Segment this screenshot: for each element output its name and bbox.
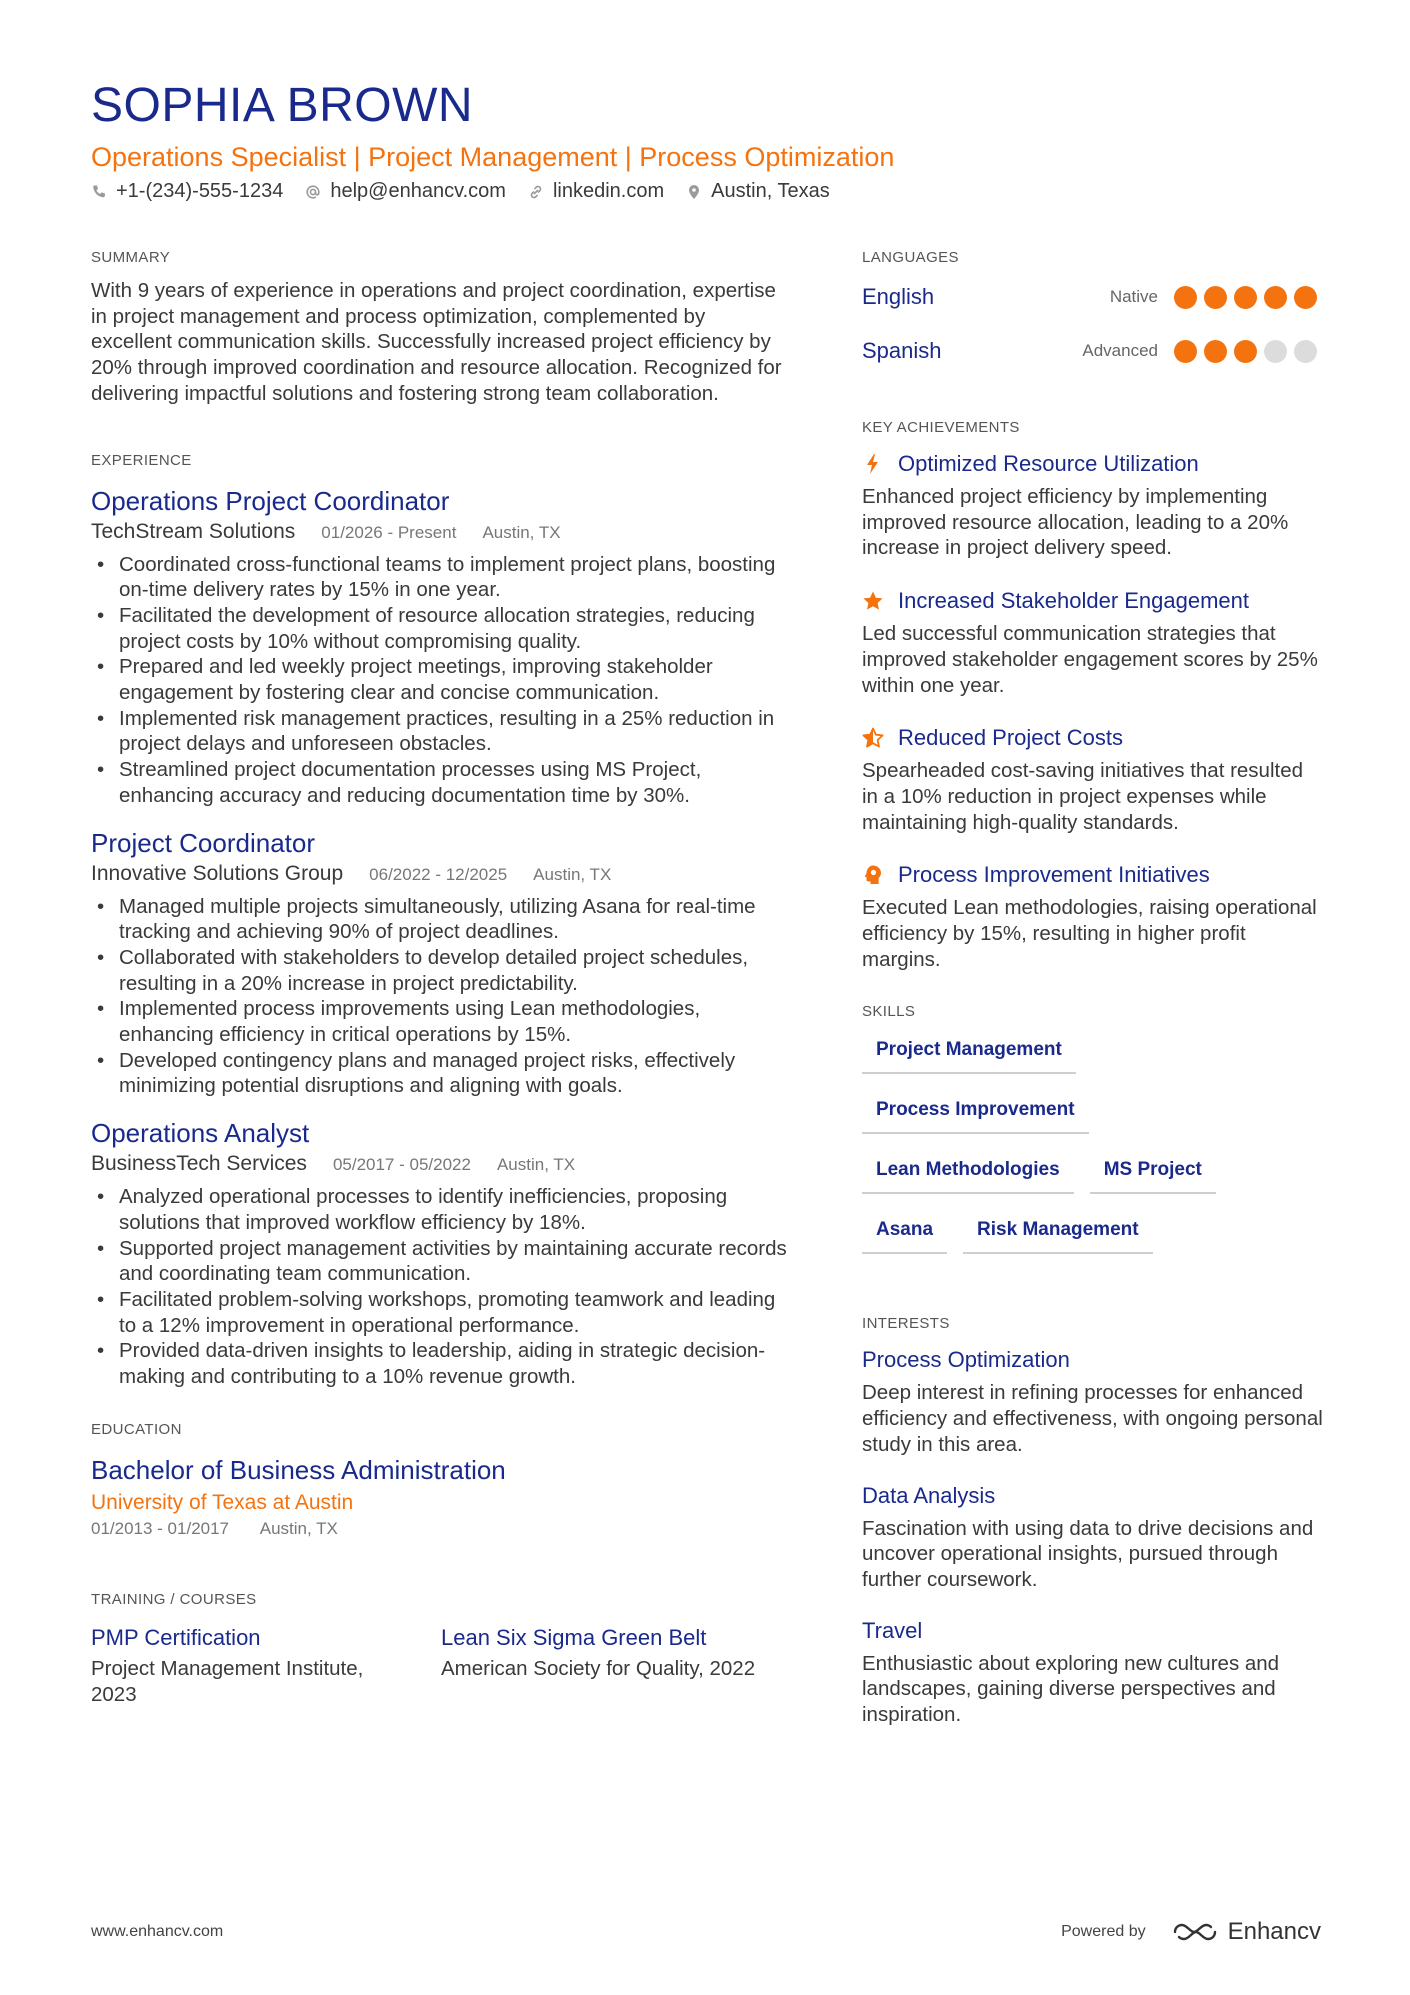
contact-linkedin[interactable]	[528, 180, 664, 203]
job-bullet: • Facilitated the development of resource allocation strategies, reducing project costs by 10% without compromising quality.	[91, 603, 791, 654]
achievement-head	[862, 450, 1324, 478]
right-column	[862, 248, 1324, 1752]
job-meta	[91, 519, 791, 546]
interest-desc: Fascination with using data to drive decisions and uncover operational insights, pursued through further coursework.	[862, 1516, 1314, 1591]
summary-section	[91, 248, 791, 407]
contact-location-text: Austin, Texas	[711, 180, 830, 202]
training-section	[91, 1590, 791, 1707]
lightning-icon	[862, 453, 884, 475]
resume-header	[91, 78, 1321, 203]
rating-dot-empty	[1264, 340, 1287, 363]
training-heading: TRAINING / COURSES	[91, 1590, 257, 1608]
skill-tag: Project Management	[862, 1030, 1076, 1074]
phone-icon	[91, 184, 107, 200]
link-icon	[528, 184, 544, 200]
summary-text: With 9 years of experience in operations and project coordination, expertise in project management and process optimization, complemented by excellent communication skills. Successfully increased project efficiency by 20% through improved coordination and resource allocation. Recognized for delivering impactful solutions and fostering strong team collaboration.	[91, 279, 782, 405]
job-meta	[91, 861, 791, 888]
job-title: Operations Project Coordinator	[91, 485, 450, 516]
language-rating	[1174, 286, 1324, 309]
job-bullet: • Collaborated with stakeholders to develop detailed project schedules, resulting in a 20% increase in project predictability.	[91, 945, 791, 996]
contact-phone[interactable]	[91, 180, 283, 203]
skill-tag: Lean Methodologies	[862, 1150, 1074, 1194]
achievements-section	[862, 418, 1324, 972]
education-degree: Bachelor of Business Administration	[91, 1454, 506, 1485]
education-location: Austin, TX	[259, 1518, 338, 1538]
achievement-title: Increased Stakeholder Engagement	[898, 588, 1250, 614]
job-bullets	[91, 1184, 791, 1390]
brain-head-icon	[862, 864, 884, 886]
job-date: 06/2022 - 12/2025	[369, 864, 508, 884]
achievement-title: Optimized Resource Utilization	[898, 451, 1199, 476]
job-bullet: • Supported project management activities by maintaining accurate records and coordinating team communication.	[91, 1236, 791, 1287]
languages-section	[862, 248, 1324, 378]
job-location: Austin, TX	[482, 522, 561, 542]
course-desc: Project Management Institute, 2023	[91, 1656, 364, 1706]
interests-section	[862, 1314, 1324, 1727]
contact-email-text: help@enhancv.com	[330, 180, 506, 202]
achievement-desc: Led successful communication strategies that improved stakeholder engagement scores by 25% within one year.	[862, 622, 1318, 697]
job-bullet: • Developed contingency plans and managed project risks, effectively minimizing potential disruptions and aligning with goals.	[91, 1048, 791, 1099]
job-bullet: • Implemented process improvements using Lean methodologies, enhancing efficiency in critical operations by 15%.	[91, 996, 791, 1047]
education-date: 01/2013 - 01/2017	[91, 1518, 230, 1538]
skills-section	[862, 1002, 1324, 1270]
achievement-item	[862, 587, 1324, 698]
at-icon	[305, 184, 321, 200]
rating-dot-filled	[1294, 286, 1317, 309]
interests-heading: INTERESTS	[862, 1315, 950, 1333]
job-company: BusinessTech Services	[91, 1152, 307, 1176]
job-bullet: • Implemented risk management practices, resulting in a 25% reduction in project delays and unforeseen obstacles.	[91, 706, 791, 757]
interest-desc: Deep interest in refining processes for enhanced efficiency and effectiveness, with ongoing personal study in this area.	[862, 1381, 1323, 1456]
language-level: Advanced	[1082, 341, 1158, 360]
job-title: Operations Analyst	[91, 1118, 310, 1149]
language-name: English	[862, 284, 935, 309]
skills-heading: SKILLS	[862, 1003, 916, 1021]
experience-section	[91, 451, 791, 1390]
course-desc: American Society for Quality, 2022	[441, 1656, 756, 1680]
education-heading: EDUCATION	[91, 1420, 182, 1438]
achievement-desc: Spearheaded cost-saving initiatives that resulted in a 10% reduction in project expenses while maintaining high-quality standards.	[862, 759, 1304, 834]
summary-heading: SUMMARY	[91, 249, 171, 266]
interest-item	[862, 1617, 1324, 1728]
job-date: 05/2017 - 05/2022	[332, 1155, 471, 1175]
languages-heading: LANGUAGES	[862, 249, 959, 266]
star-icon	[862, 590, 884, 612]
language-rating	[1174, 340, 1324, 363]
achievement-item	[862, 861, 1324, 972]
powered-by	[1061, 1918, 1321, 1946]
job-date: 01/2026 - Present	[321, 522, 457, 542]
contact-phone-text: +1-(234)-555-1234	[116, 180, 284, 202]
contact-linkedin-text: linkedin.com	[552, 180, 665, 202]
rating-dot-filled	[1204, 286, 1227, 309]
job-location: Austin, TX	[533, 864, 612, 884]
job-company: TechStream Solutions	[91, 519, 296, 543]
course-title: Lean Six Sigma Green Belt	[441, 1624, 707, 1650]
education-section	[91, 1420, 791, 1540]
job-bullet: • Streamlined project documentation processes using MS Project, enhancing accuracy and reducing documentation time by 30%.	[91, 757, 791, 808]
candidate-title: Operations Specialist | Project Management | Process Optimization	[91, 142, 895, 172]
interest-item	[862, 1482, 1324, 1593]
course-title: PMP Certification	[91, 1624, 261, 1650]
achievement-title: Reduced Project Costs	[898, 725, 1123, 751]
skill-list	[862, 1030, 1324, 1270]
job-bullet: • Facilitated problem-solving workshops, promoting teamwork and leading to a 12% improvement in operational performance.	[91, 1287, 791, 1338]
rating-dot-filled	[1234, 340, 1257, 363]
job-location: Austin, TX	[496, 1155, 576, 1175]
job-bullet: • Provided data-driven insights to leadership, aiding in strategic decision-making and contributing to a 10% revenue growth.	[91, 1338, 791, 1389]
interest-item	[862, 1346, 1324, 1457]
job-bullets	[91, 894, 791, 1100]
rating-dot-filled	[1264, 286, 1287, 309]
achievement-desc: Executed Lean methodologies, raising operational efficiency by 15%, resulting in higher profit margins.	[862, 896, 1317, 971]
job-entry	[91, 485, 791, 809]
language-row	[862, 270, 1324, 324]
education-school: University of Texas at Austin	[91, 1490, 354, 1514]
interest-title: Travel	[862, 1617, 923, 1643]
candidate-name: SOPHIA BROWN	[91, 79, 474, 132]
language-level: Native	[1109, 287, 1158, 306]
achievement-head	[862, 587, 1324, 615]
location-pin-icon	[686, 184, 702, 200]
achievement-desc: Enhanced project efficiency by implementing improved resource allocation, leading to a 20% increase in project delivery speed.	[862, 485, 1289, 560]
course-item	[91, 1624, 441, 1707]
powered-by-label: Powered by	[1061, 1923, 1146, 1940]
experience-heading: EXPERIENCE	[91, 451, 192, 469]
language-name: Spanish	[862, 338, 942, 363]
job-title: Project Coordinator	[91, 827, 315, 858]
left-column	[91, 248, 791, 1707]
course-item	[441, 1624, 791, 1707]
course-list	[91, 1624, 791, 1707]
job-bullet: • Prepared and led weekly project meetings, improving stakeholder engagement by fostering clear and concise communication.	[91, 654, 791, 705]
job-meta	[91, 1151, 791, 1178]
contact-location	[686, 180, 830, 203]
rating-dot-filled	[1174, 286, 1197, 309]
achievement-item	[862, 724, 1324, 835]
language-row	[862, 324, 1324, 378]
skill-tag: MS Project	[1090, 1150, 1216, 1194]
achievement-title: Process Improvement Initiatives	[898, 862, 1210, 888]
half-star-icon	[862, 727, 884, 749]
achievements-heading: KEY ACHIEVEMENTS	[862, 419, 1020, 436]
rating-dot-filled	[1234, 286, 1257, 309]
contact-email[interactable]	[305, 180, 506, 203]
brand-logo[interactable]	[1172, 1918, 1321, 1946]
job-bullets	[91, 552, 791, 809]
job-bullet: • Managed multiple projects simultaneously, utilizing Asana for real-time tracking and achieving 90% of project deadlines.	[91, 894, 791, 945]
job-bullet: • Coordinated cross-functional teams to implement project plans, boosting on-time delivery rates by 15% in one year.	[91, 552, 791, 603]
contact-bar	[91, 180, 1321, 203]
rating-dot-filled	[1204, 340, 1227, 363]
interest-title: Process Optimization	[862, 1347, 1070, 1373]
achievement-head	[862, 724, 1324, 752]
job-bullet: • Analyzed operational processes to identify inefficiencies, proposing solutions that improved workflow efficiency by 18%.	[91, 1184, 791, 1235]
rating-dot-filled	[1174, 340, 1197, 363]
page-footer	[91, 1918, 1321, 1946]
skill-tag: Process Improvement	[862, 1090, 1089, 1134]
job-entry	[91, 1117, 791, 1390]
achievement-head	[862, 861, 1324, 889]
skill-tag: Asana	[862, 1210, 947, 1254]
interest-title: Data Analysis	[862, 1482, 996, 1508]
rating-dot-empty	[1294, 340, 1317, 363]
footer-url[interactable]: www.enhancv.com	[91, 1923, 224, 1940]
interest-desc: Enthusiastic about exploring new cultures and landscapes, gaining diverse perspectives and inspiration.	[862, 1651, 1280, 1727]
job-company: Innovative Solutions Group	[91, 861, 344, 885]
enhancv-logo-icon	[1172, 1920, 1218, 1944]
job-entry	[91, 827, 791, 1100]
brand-name: Enhancv	[1227, 1918, 1321, 1945]
education-meta	[91, 1518, 791, 1540]
achievement-item	[862, 450, 1324, 561]
skill-tag: Risk Management	[963, 1210, 1153, 1254]
